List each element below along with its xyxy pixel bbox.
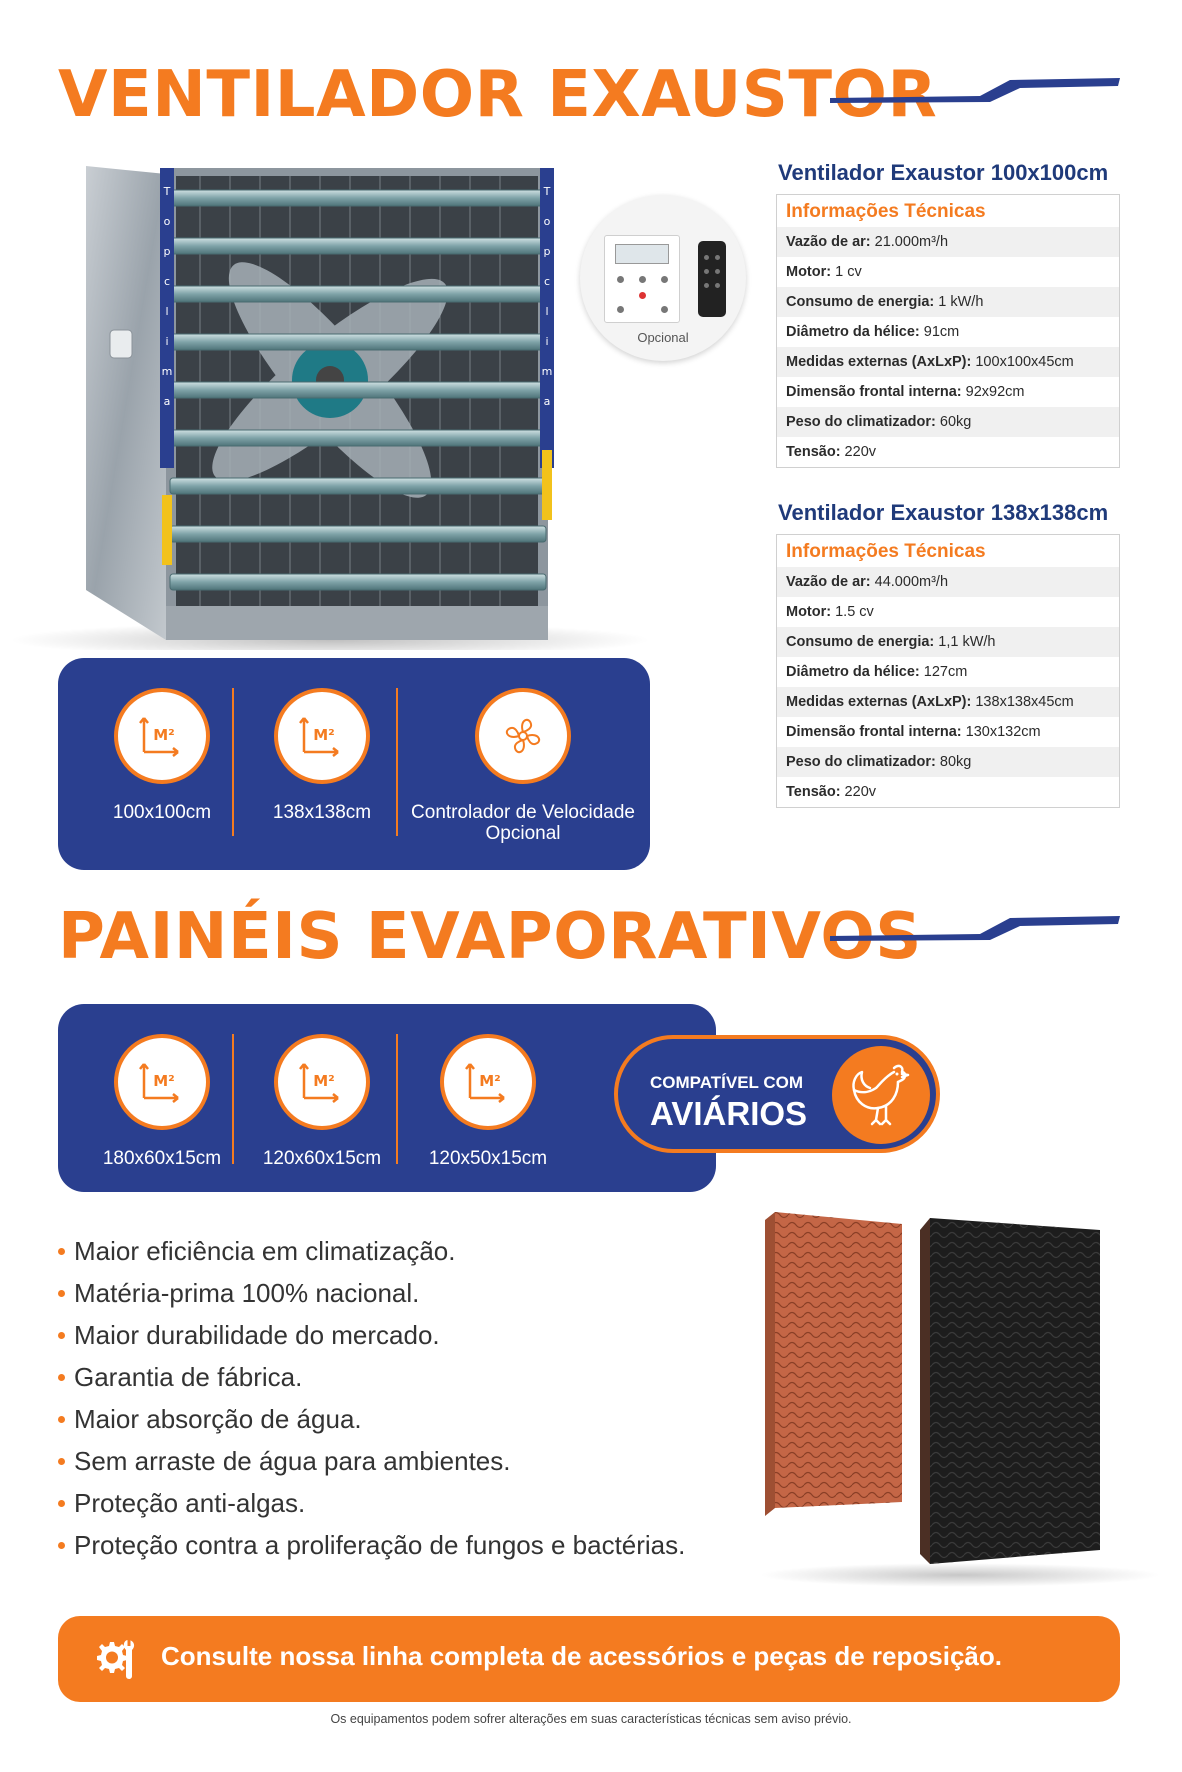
spec-row: Consumo de energia: 1,1 kW/h <box>777 627 1119 657</box>
spec-row: Peso do climatizador: 80kg <box>777 747 1119 777</box>
bullet-dot-icon <box>58 1416 65 1423</box>
spec-row: Vazão de ar: 44.000m³/h <box>777 567 1119 597</box>
cta-text: Consulte nossa linha completa de acessórios e peças de reposição. <box>161 1641 1002 1671</box>
spec-row: Vazão de ar: 21.000m³/h <box>777 227 1119 257</box>
wall-controller-icon <box>604 235 680 323</box>
divider <box>232 688 234 836</box>
svg-text:M²: M² <box>479 1072 501 1090</box>
spec-heading-138: Ventilador Exaustor 138x138cm <box>778 500 1109 525</box>
bullet-dot-icon <box>58 1332 65 1339</box>
title-swoosh-decoration <box>830 76 1120 104</box>
section-title-ventilador: VENTILADOR EXAUSTOR <box>58 58 938 132</box>
svg-text:M²: M² <box>313 1072 335 1090</box>
feature-label: 100x100cm <box>112 802 212 823</box>
compat-big-label: AVIÁRIOS <box>650 1095 808 1132</box>
spec-row: Diâmetro da hélice: 127cm <box>786 664 968 680</box>
spec-heading-100: Ventilador Exaustor 100x100cm <box>778 160 1109 185</box>
spec-row: Diâmetro da hélice: 91cm <box>786 324 960 340</box>
list-item: Maior eficiência em climatização. <box>58 1230 685 1272</box>
spec-row: Peso do climatizador: 60kg <box>777 407 1119 437</box>
svg-text:p: p <box>543 245 551 258</box>
m2-area-icon <box>274 1034 370 1130</box>
bullet-dot-icon <box>58 1458 65 1465</box>
svg-text:a: a <box>543 395 551 408</box>
exhaust-fan-image <box>0 150 700 650</box>
svg-text:c: c <box>163 275 171 288</box>
remote-control-icon <box>698 241 726 317</box>
divider <box>396 688 398 836</box>
spec-table-title: Informações Técnicas <box>786 541 986 562</box>
svg-text:a: a <box>163 395 171 408</box>
list-item: Proteção anti-algas. <box>58 1482 685 1524</box>
bullet-dot-icon <box>58 1500 65 1507</box>
divider <box>232 1034 234 1164</box>
compat-top-label: COMPATÍVEL COM <box>650 1073 803 1092</box>
feature-item <box>82 1034 242 1169</box>
feature-label: 120x50x15cm <box>428 1148 548 1169</box>
spec-row: Dimensão frontal interna: 130x132cm <box>786 724 1041 740</box>
spec-row: Medidas externas (AxLxP): 138x138x45cm <box>777 687 1119 717</box>
svg-text:l: l <box>165 305 169 318</box>
divider <box>396 1034 398 1164</box>
svg-text:o: o <box>163 215 171 228</box>
list-item: Sem arraste de água para ambientes. <box>58 1440 685 1482</box>
feature-label: 180x60x15cm <box>102 1148 222 1169</box>
svg-text:T: T <box>163 185 171 198</box>
svg-text:T: T <box>543 185 551 198</box>
list-item: Maior durabilidade do mercado. <box>58 1314 685 1356</box>
tools-gear-icon <box>90 1634 140 1684</box>
feature-item <box>242 1034 402 1169</box>
chicken-icon <box>832 1046 930 1144</box>
optional-label: Opcional <box>637 330 689 345</box>
list-item: Proteção contra a proliferação de fungos e bactérias. <box>58 1524 685 1566</box>
evaporative-pads-image <box>740 1190 1160 1590</box>
fan-icon <box>475 688 571 784</box>
spec-row: Dimensão frontal interna: 92x92cm <box>786 384 1025 400</box>
svg-text:c: c <box>543 275 551 288</box>
spec-row: Tensão: 220v <box>786 444 877 460</box>
svg-text:m: m <box>161 365 173 378</box>
m2-area-icon <box>114 1034 210 1130</box>
bullet-dot-icon <box>58 1542 65 1549</box>
m2-area-icon <box>114 688 210 784</box>
feature-item <box>82 688 242 823</box>
svg-text:o: o <box>543 215 551 228</box>
svg-text:m: m <box>541 365 553 378</box>
spec-table-138 <box>776 534 1120 808</box>
svg-text:M²: M² <box>153 1072 175 1090</box>
feature-item <box>408 1034 568 1169</box>
list-item: Maior absorção de água. <box>58 1398 685 1440</box>
svg-text:p: p <box>163 245 171 258</box>
spec-row: Motor: 1.5 cv <box>786 604 874 620</box>
svg-text:i: i <box>545 335 549 348</box>
compatible-aviaries-badge <box>614 1035 940 1153</box>
bullet-dot-icon <box>58 1290 65 1297</box>
list-item: Matéria-prima 100% nacional. <box>58 1272 685 1314</box>
spec-rows <box>777 567 1119 807</box>
bullet-dot-icon <box>58 1374 65 1381</box>
svg-text:M²: M² <box>153 726 175 744</box>
benefits-list <box>58 1230 685 1566</box>
feature-label: 120x60x15cm <box>262 1148 382 1169</box>
title-swoosh-decoration <box>830 914 1120 942</box>
spec-row: Consumo de energia: 1 kW/h <box>777 287 1119 317</box>
spec-table-100 <box>776 194 1120 468</box>
feature-label: Controlador de Velocidade Opcional <box>411 802 635 844</box>
spec-rows <box>777 227 1119 467</box>
svg-text:l: l <box>545 305 549 318</box>
spec-row: Medidas externas (AxLxP): 100x100x45cm <box>777 347 1119 377</box>
feature-label: 138x138cm <box>272 802 372 823</box>
bullet-dot-icon <box>58 1248 65 1255</box>
spec-row: Motor: 1 cv <box>786 264 862 280</box>
feature-item <box>408 688 638 844</box>
fan-features-panel <box>58 658 650 870</box>
accessories-cta-banner[interactable] <box>58 1616 1120 1702</box>
svg-text:M²: M² <box>313 726 335 744</box>
spec-table-title: Informações Técnicas <box>786 201 986 222</box>
svg-text:i: i <box>165 335 169 348</box>
m2-area-icon <box>440 1034 536 1130</box>
spec-row: Tensão: 220v <box>786 784 877 800</box>
m2-area-icon <box>274 688 370 784</box>
section-title-paineis: PAINÉIS EVAPORATIVOS <box>58 900 922 974</box>
disclaimer: Os equipamentos podem sofrer alterações em suas características técnicas sem aviso prévio. <box>330 1712 852 1726</box>
list-item: Garantia de fábrica. <box>58 1356 685 1398</box>
feature-item <box>242 688 402 823</box>
optional-controller-image <box>580 195 746 361</box>
